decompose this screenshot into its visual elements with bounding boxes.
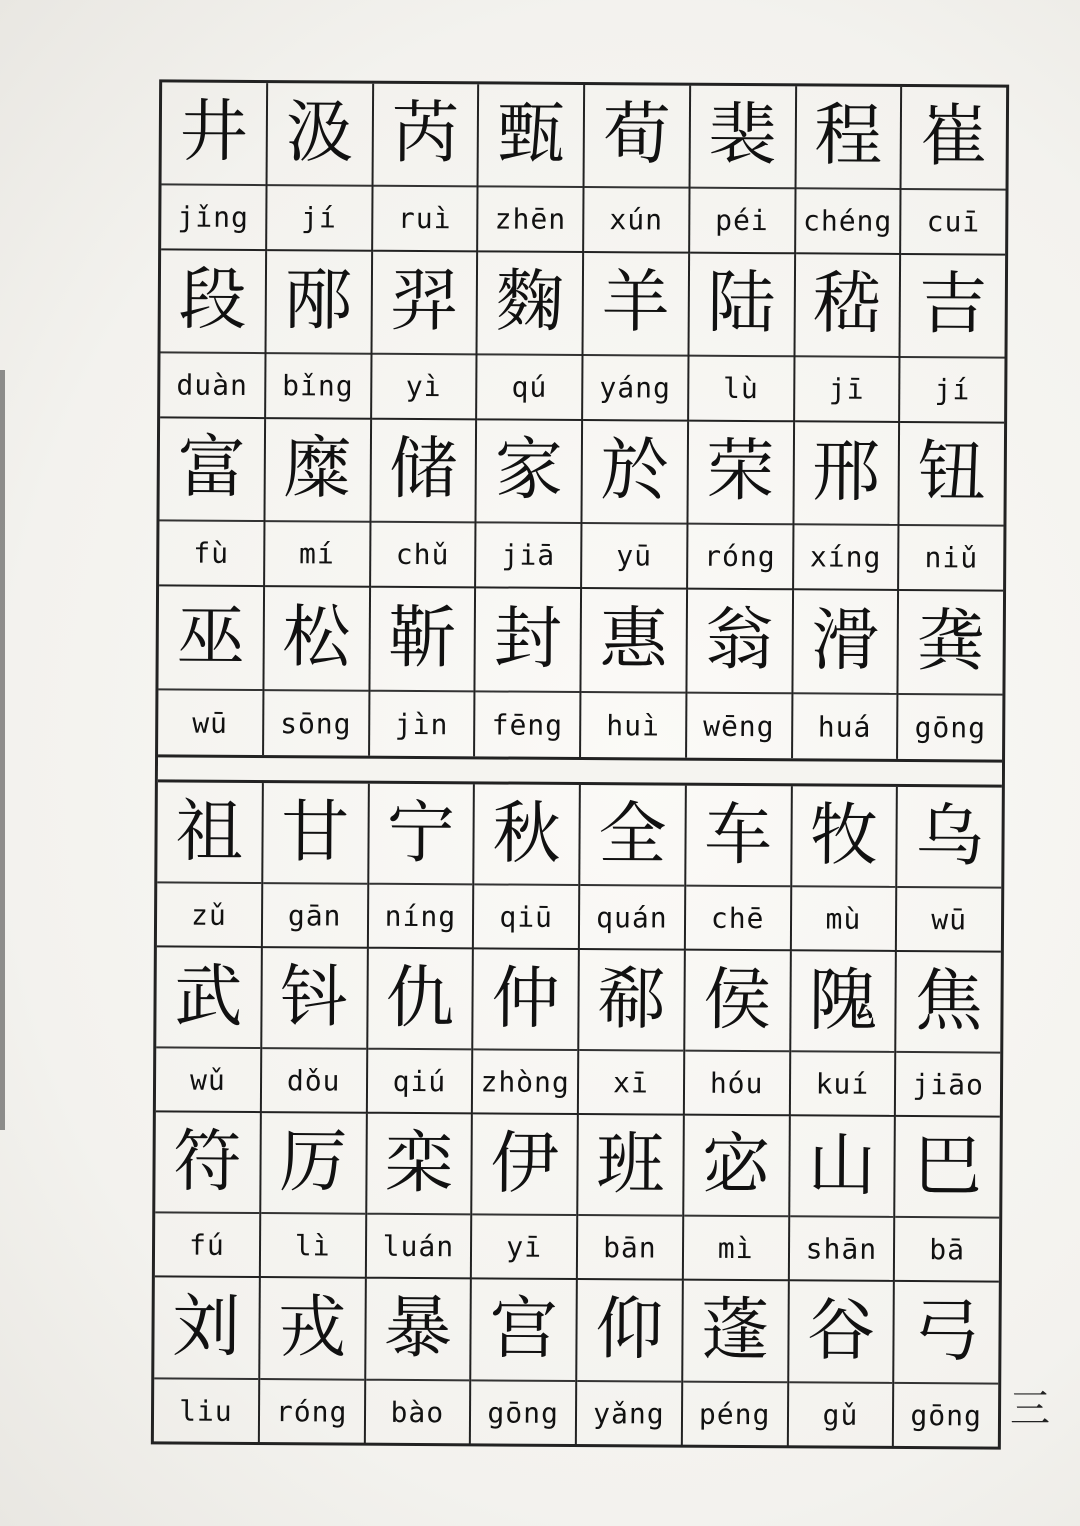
hanzi-character: 班 — [578, 1115, 682, 1217]
table-row — [155, 1112, 1000, 1282]
hanzi-character: 崔 — [902, 87, 1006, 191]
character-cell — [580, 785, 687, 951]
character-cell — [897, 787, 1002, 953]
character-cell — [788, 1281, 895, 1447]
hanzi-character: 邴 — [266, 251, 370, 355]
pinyin-label: yī — [506, 1230, 543, 1264]
character-cell — [474, 784, 581, 950]
pinyin-label: péi — [715, 203, 769, 238]
pinyin-label: chē — [710, 901, 765, 935]
character-cell — [895, 1117, 1000, 1283]
pinyin-label: wēng — [703, 709, 775, 743]
character-cell — [689, 254, 796, 423]
hanzi-character: 戎 — [260, 1278, 364, 1381]
hanzi-character: 刘 — [154, 1277, 258, 1380]
hanzi-character: 麴 — [478, 252, 582, 356]
pinyin-label: niǔ — [924, 541, 979, 575]
hanzi-character: 钭 — [262, 948, 366, 1050]
character-cell — [159, 418, 266, 587]
character-cell — [157, 782, 264, 948]
hanzi-character: 荀 — [585, 85, 689, 189]
table-row — [156, 947, 1001, 1117]
character-cell — [901, 87, 1006, 256]
character-cell — [687, 590, 794, 759]
character-cell — [900, 255, 1005, 424]
hanzi-character: 吉 — [901, 255, 1005, 359]
pinyin-label: jìn — [394, 707, 449, 741]
character-cell — [368, 784, 475, 950]
pinyin-label: gān — [287, 898, 342, 933]
character-cell — [263, 783, 370, 949]
character-cell — [261, 1113, 368, 1279]
pinyin-label: jí — [934, 373, 971, 407]
character-cell — [683, 1281, 790, 1447]
character-cell — [265, 419, 372, 588]
pinyin-label: qiū — [499, 900, 554, 934]
hanzi-character: 汲 — [267, 83, 371, 187]
pinyin-label: cuī — [926, 205, 981, 239]
table-row — [159, 418, 1004, 591]
pinyin-label: bān — [603, 1230, 657, 1264]
table-bottom-block — [154, 782, 1002, 1447]
pinyin-label: dǒu — [286, 1063, 341, 1098]
character-cell — [584, 85, 691, 254]
pinyin-label: hóu — [709, 1066, 764, 1100]
hanzi-character: 於 — [582, 421, 686, 525]
pinyin-label: fù — [193, 536, 230, 570]
hanzi-character: 巴 — [895, 1117, 999, 1219]
pinyin-label: mù — [825, 902, 862, 936]
pinyin-label: qú — [511, 370, 548, 404]
character-cell — [475, 588, 582, 757]
character-cell — [262, 948, 369, 1114]
hanzi-character: 甘 — [263, 783, 367, 885]
character-cell — [154, 1277, 261, 1443]
pinyin-label: fēng — [491, 708, 564, 742]
hanzi-character: 谷 — [789, 1281, 893, 1384]
hanzi-character: 封 — [476, 588, 580, 693]
pinyin-label: jǐng — [177, 200, 250, 234]
hanzi-character: 邢 — [794, 422, 898, 526]
hanzi-character: 宓 — [684, 1116, 788, 1218]
pinyin-label: yū — [616, 539, 653, 573]
hanzi-character: 龚 — [899, 591, 1003, 696]
character-cell — [371, 420, 478, 589]
character-cell — [690, 86, 797, 255]
pinyin-label: péng — [698, 1397, 771, 1432]
page-number: 三 — [1010, 1386, 1050, 1432]
pinyin-label: chéng — [802, 204, 893, 238]
character-cell — [155, 1112, 262, 1278]
hanzi-character: 翁 — [687, 590, 791, 695]
table-row — [161, 82, 1006, 255]
pinyin-label: zǔ — [190, 898, 227, 932]
character-cell — [899, 423, 1004, 592]
pinyin-label: xún — [609, 203, 664, 237]
hanzi-character: 糜 — [265, 419, 369, 523]
hanzi-character: 裴 — [690, 86, 794, 190]
table-row — [154, 1277, 999, 1447]
pinyin-label: chǔ — [395, 537, 450, 572]
pinyin-label: wū — [931, 902, 968, 936]
character-cell — [794, 422, 901, 591]
hanzi-character: 宁 — [369, 784, 473, 886]
hanzi-character: 松 — [264, 587, 368, 692]
pinyin-label: xī — [612, 1065, 649, 1099]
hanzi-character: 隗 — [791, 951, 895, 1053]
table-row — [157, 782, 1002, 952]
character-cell — [896, 952, 1001, 1118]
table-top-block — [158, 82, 1006, 759]
pinyin-label: níng — [384, 899, 457, 933]
pinyin-label: fú — [188, 1228, 225, 1262]
character-cell — [266, 251, 373, 420]
character-cell — [267, 83, 374, 252]
hanzi-character: 仇 — [368, 949, 472, 1051]
character-cell — [898, 591, 1003, 760]
pinyin-label: wū — [192, 706, 229, 740]
hanzi-character: 山 — [790, 1116, 894, 1218]
hanzi-character: 仰 — [577, 1280, 681, 1383]
hanzi-character: 侯 — [685, 951, 789, 1053]
pinyin-label: lì — [294, 1228, 331, 1263]
hanzi-character: 芮 — [373, 84, 477, 188]
pinyin-label: yáng — [599, 371, 671, 405]
hanzi-character: 家 — [477, 420, 581, 524]
hanzi-character: 牧 — [792, 786, 896, 888]
hanzi-character: 荣 — [688, 422, 792, 526]
pinyin-label: róng — [704, 539, 776, 574]
character-cell — [581, 589, 688, 758]
hanzi-character: 储 — [371, 420, 475, 524]
pinyin-label: shān — [805, 1231, 878, 1266]
table-row — [158, 586, 1003, 759]
hanzi-character: 厉 — [261, 1113, 365, 1215]
hanzi-character: 滑 — [793, 590, 897, 695]
character-cell — [476, 420, 583, 589]
pinyin-label: jiā — [501, 538, 556, 572]
hanzi-character: 乌 — [898, 787, 1002, 889]
hanzi-character: 车 — [686, 786, 790, 888]
pinyin-label: duàn — [176, 368, 249, 402]
character-cell — [478, 84, 585, 253]
character-cell — [789, 1116, 896, 1282]
character-cell — [160, 250, 267, 419]
hanzi-character: 弓 — [894, 1282, 998, 1385]
hanzi-character: 靳 — [370, 588, 474, 693]
pinyin-label: yì — [405, 369, 442, 404]
pinyin-label: zhòng — [480, 1064, 570, 1099]
pinyin-label: gōng — [487, 1396, 559, 1431]
pinyin-label: gōng — [910, 1399, 982, 1433]
pinyin-label: bào — [390, 1395, 445, 1430]
hanzi-character: 富 — [159, 418, 263, 522]
hanzi-character: 秋 — [475, 784, 579, 886]
pinyin-label: gǔ — [822, 1398, 859, 1432]
character-cell — [791, 786, 898, 952]
pinyin-label: liu — [179, 1394, 233, 1429]
character-cell — [577, 1280, 684, 1446]
character-cell — [471, 1279, 578, 1445]
hanzi-character: 惠 — [581, 589, 685, 694]
surname-pinyin-table — [151, 79, 1009, 1449]
pinyin-label: jí — [300, 201, 337, 235]
pinyin-label: huì — [606, 708, 660, 743]
pinyin-label: kuí — [815, 1066, 870, 1101]
hanzi-character: 焦 — [896, 952, 1000, 1054]
character-cell — [793, 590, 900, 759]
character-cell — [372, 252, 479, 421]
character-cell — [264, 587, 371, 756]
table-row — [160, 250, 1005, 423]
pinyin-label: quán — [596, 900, 668, 935]
character-cell — [472, 1114, 579, 1280]
book-spine-edge — [0, 370, 5, 1130]
pinyin-label: mí — [298, 537, 335, 571]
pinyin-label: qiú — [392, 1064, 447, 1098]
pinyin-label: zhēn — [494, 202, 567, 236]
character-cell — [582, 421, 689, 590]
character-cell — [477, 252, 584, 421]
hanzi-character: 钮 — [900, 423, 1004, 527]
pinyin-label: jī — [828, 372, 865, 406]
hanzi-character: 程 — [796, 86, 900, 190]
pinyin-label: luán — [382, 1229, 455, 1263]
hanzi-character: 甄 — [479, 84, 583, 188]
pinyin-label: xíng — [809, 540, 882, 574]
pinyin-label: yǎng — [593, 1397, 665, 1431]
character-cell — [366, 1114, 473, 1280]
pinyin-label: bǐng — [282, 369, 354, 403]
hanzi-character: 嵇 — [795, 254, 899, 358]
character-cell — [583, 253, 690, 422]
character-cell — [156, 947, 263, 1113]
character-cell — [367, 949, 474, 1115]
hanzi-character: 井 — [162, 82, 266, 186]
character-cell — [260, 1278, 367, 1444]
character-cell — [790, 951, 897, 1117]
character-cell — [373, 84, 480, 253]
hanzi-character: 巫 — [158, 586, 262, 691]
character-cell — [161, 82, 268, 251]
character-cell — [579, 950, 686, 1116]
hanzi-character: 仲 — [474, 949, 578, 1051]
character-cell — [578, 1115, 685, 1281]
hanzi-character: 郗 — [579, 950, 683, 1052]
hanzi-character: 符 — [155, 1112, 259, 1214]
pinyin-label: gōng — [914, 710, 987, 745]
pinyin-label: bā — [929, 1232, 966, 1266]
character-cell — [686, 786, 793, 952]
character-cell — [796, 86, 903, 255]
hanzi-character: 段 — [161, 250, 265, 354]
hanzi-character: 羊 — [583, 253, 687, 357]
character-cell — [894, 1282, 999, 1448]
hanzi-character: 伊 — [472, 1114, 576, 1216]
character-cell — [684, 1116, 791, 1282]
hanzi-character: 蓬 — [683, 1281, 787, 1384]
pinyin-label: róng — [275, 1395, 348, 1429]
character-cell — [795, 254, 902, 423]
character-cell — [365, 1279, 472, 1445]
pinyin-label: huá — [817, 710, 872, 744]
character-cell — [685, 951, 792, 1117]
hanzi-character: 栾 — [367, 1114, 471, 1216]
pinyin-label: wǔ — [189, 1063, 226, 1097]
pinyin-label: lù — [722, 371, 759, 406]
pinyin-label: jiāo — [912, 1067, 984, 1101]
hanzi-character: 陆 — [689, 254, 793, 358]
pinyin-label: mì — [717, 1231, 754, 1265]
pinyin-label: sōng — [280, 706, 352, 741]
hanzi-character: 宫 — [471, 1279, 575, 1382]
hanzi-character: 武 — [156, 947, 260, 1049]
pinyin-label: ruì — [397, 201, 452, 236]
character-cell — [370, 588, 477, 757]
character-cell — [158, 586, 265, 755]
character-cell — [473, 949, 580, 1115]
hanzi-character: 全 — [580, 785, 684, 887]
hanzi-character: 祖 — [157, 782, 261, 884]
hanzi-character: 暴 — [366, 1279, 470, 1382]
hanzi-character: 羿 — [372, 252, 476, 356]
character-cell — [688, 422, 795, 591]
